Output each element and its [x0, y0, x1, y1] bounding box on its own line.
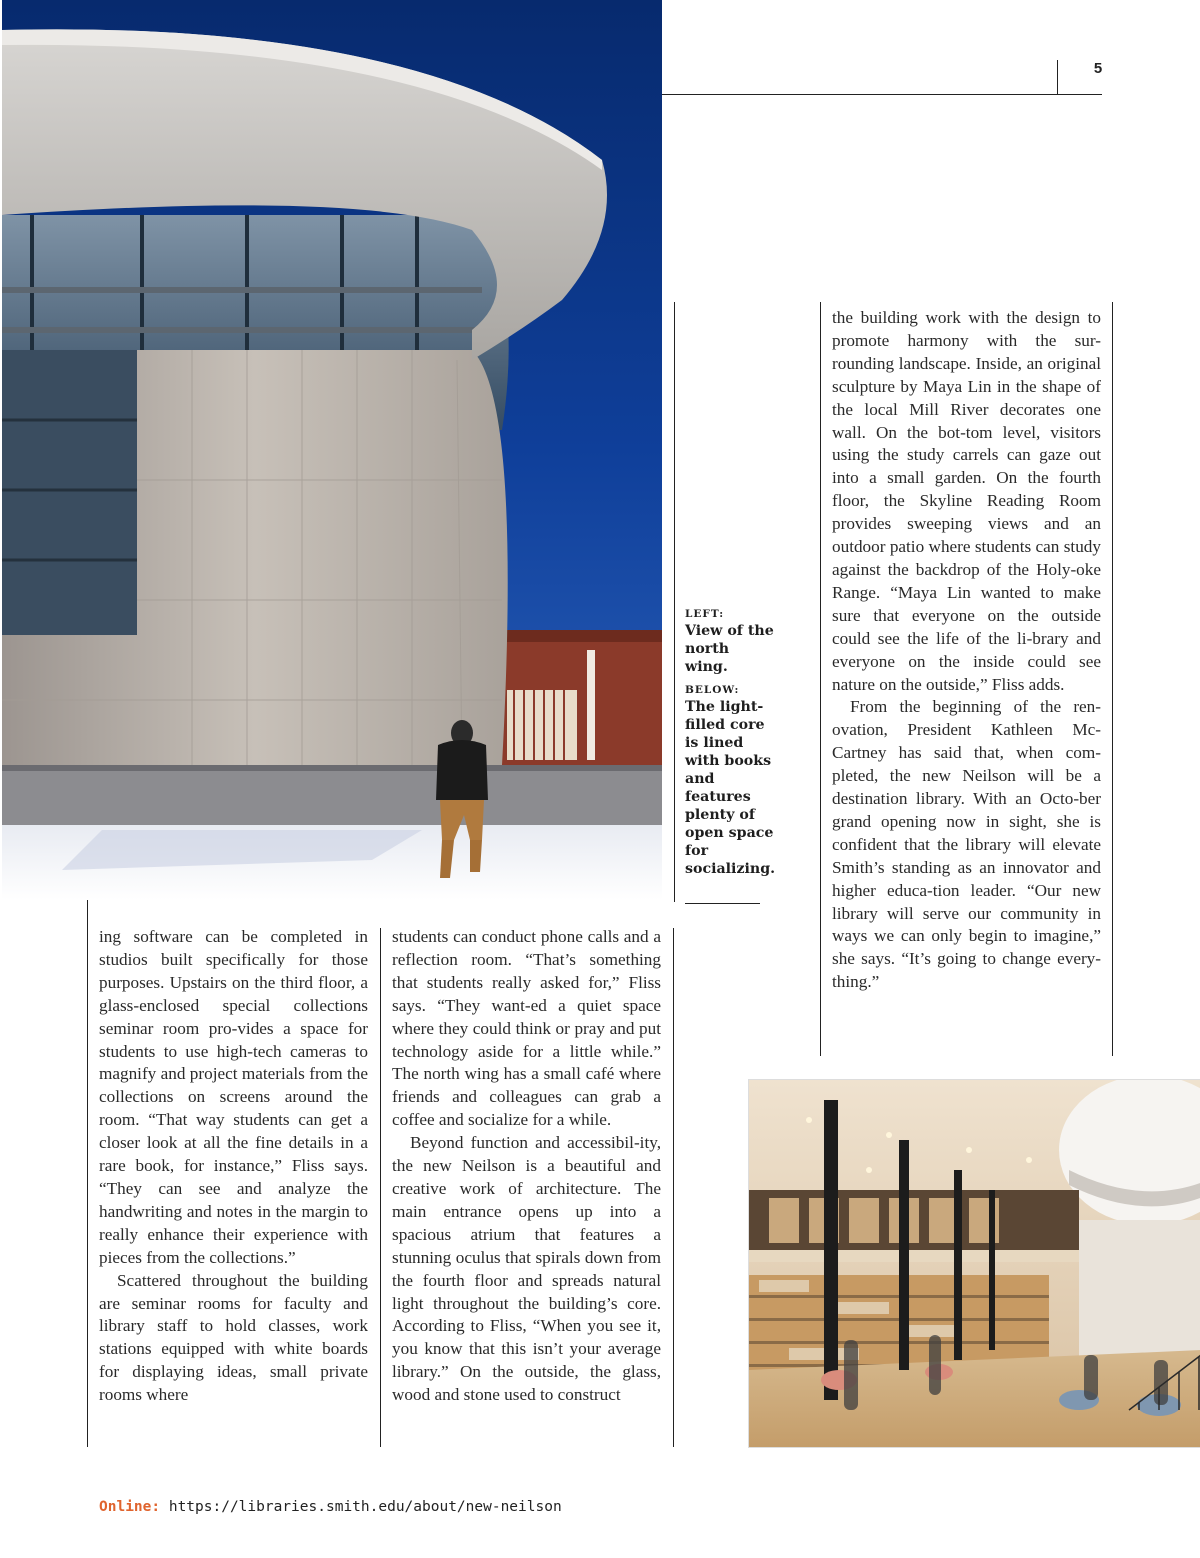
column1-paragraph-1: ing software can be completed in studios built specifically for those purposes. Upstairs on the third floor, a glass-enclosed special collections seminar room pro-vides a space for students to use high-tech cameras to magnify and project materials from the collections on screens around the room. “That way students can get a closer look at all the fine details in a rare book, for instance,” Fliss says. “They can see and analyze the handwriting and notes in the margin to really enhance their experience with pieces from the collections.”: [99, 927, 368, 1267]
article-column-1: [99, 926, 368, 1407]
caption-end-rule: [685, 903, 760, 904]
column2-right-rule: [673, 928, 674, 1447]
header-rule: [662, 94, 1102, 95]
column3-right-rule: [1112, 302, 1113, 1056]
online-footer: [99, 1499, 562, 1515]
caption-left-label: LEFT:: [685, 608, 725, 620]
article-column-2: [392, 926, 661, 1407]
north-wing-photo: [2, 0, 662, 900]
article-column-3: [832, 307, 1101, 994]
caption-rule: [674, 302, 675, 902]
photo-caption: [685, 606, 775, 884]
page-number: 5: [1093, 60, 1103, 77]
header-divider: [1057, 60, 1058, 94]
column2-paragraph-1: students can conduct phone calls and a reflection room. “That’s something that students really asked for,” Fliss says. “They want-ed a quiet space where they could think or pray and put technology aside for a little while.” The north wing has a small café where friends and colleagues can grab a coffee and socialize for a while.: [392, 927, 661, 1130]
column3-paragraph-1: the building work with the design to promote harmony with the sur-rounding landscape. Inside, an original sculpture by Maya Lin in the shape of the local Mill River decorates one wall. On the bot-tom level, visitors using the study carrels can gaze out into a small garden. On the fourth floor, the Skyline Reading Room provides sweeping views and an outdoor patio where students can study against the backdrop of the Holy-oke Range. “Maya Lin wanted to make sure that everyone on the outside could see the life of the li-brary and everyone on the inside could see nature on the outside,” Fliss adds.: [832, 308, 1101, 694]
column2-paragraph-2: Beyond function and accessibil-ity, the new Neilson is a beautiful and creative work of architecture. The main entrance opens up into a spacious atrium that features a stunning oculus that spirals down from the fourth floor and spreads natural light throughout the building’s core. According to Fliss, “When you see it, you know that this isn’t your average library.” On the outside, the glass, wood and stone used to construct: [392, 1133, 661, 1405]
column-divider: [380, 928, 381, 1447]
caption-left-text: View of the north wing.: [685, 623, 774, 675]
column1-paragraph-2: Scattered throughout the building are seminar rooms for faculty and library staff to hold classes, work stations equipped with white boards for displaying ideas, small private rooms where: [99, 1270, 368, 1405]
column3-left-rule: [820, 302, 821, 1056]
library-core-photo: [748, 1079, 1200, 1448]
column3-paragraph-2: From the beginning of the ren-ovation, President Kathleen Mc-Cartney has said that, when com-pleted, the new Neilson will be a destination library. With an Octo-ber grand opening now in sight, she is confident that the library will elevate Smith’s standing as an innovator and higher educa-tion leader. “Our new library will serve our community in ways we can only begin to imagine,” she says. “It’s going to change every-thing.”: [832, 697, 1101, 992]
caption-below-label: BELOW:: [685, 684, 740, 696]
online-label: Online:: [99, 1499, 161, 1515]
online-url[interactable]: https://libraries.smith.edu/about/new-neilson: [168, 1499, 562, 1515]
caption-below-text: The light-filled core is lined with books and features plenty of open space for socializing.: [685, 699, 776, 877]
column1-left-rule: [87, 900, 88, 1447]
